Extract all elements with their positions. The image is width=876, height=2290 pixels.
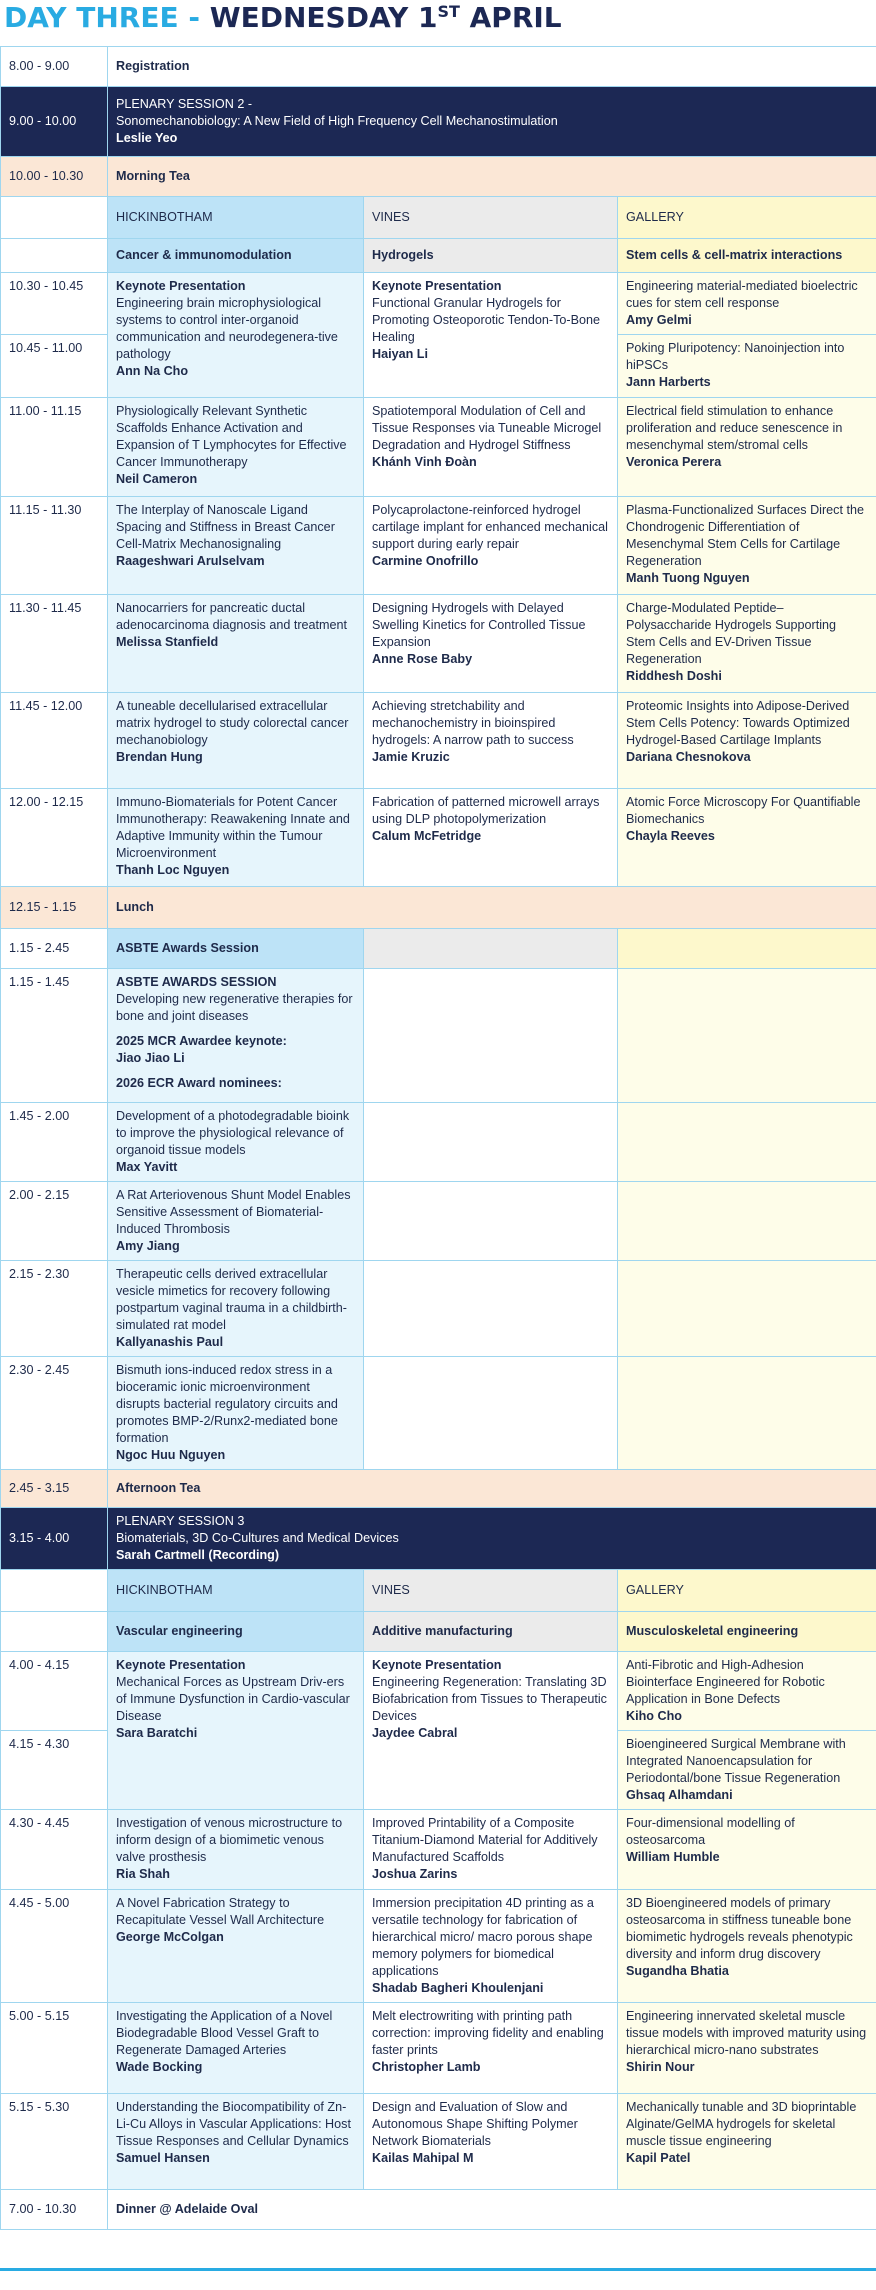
talk-speaker: Melissa Stanfield bbox=[116, 635, 219, 649]
time-cell: 2.45 - 3.15 bbox=[1, 1470, 108, 1508]
talk-gallery bbox=[618, 2094, 876, 2190]
room-hickinbotham: HICKINBOTHAM bbox=[108, 197, 364, 239]
talk-speaker: Brendan Hung bbox=[116, 750, 203, 764]
talk-hickinbotham bbox=[108, 1182, 364, 1261]
empty-cell bbox=[1, 197, 108, 239]
talk-speaker: Amy Jiang bbox=[116, 1239, 180, 1253]
talk-title: Engineering material-mediated bioelectric cues for stem cell response bbox=[626, 279, 858, 310]
talk-speaker: Jamie Kruzic bbox=[372, 750, 450, 764]
talk-hickinbotham bbox=[108, 595, 364, 693]
table-row bbox=[1, 789, 876, 887]
room-gallery: GALLERY bbox=[618, 1570, 876, 1612]
time-cell: 11.00 - 11.15 bbox=[1, 398, 108, 497]
room-hickinbotham: HICKINBOTHAM bbox=[108, 1570, 364, 1612]
talk-speaker: Thanh Loc Nguyen bbox=[116, 863, 230, 877]
row-morning-tea bbox=[1, 157, 876, 197]
talk-speaker: Wade Bocking bbox=[116, 2060, 203, 2074]
table-row bbox=[1, 693, 876, 789]
talk-title: Electrical field stimulation to enhance proliferation and reduce senescence in mesenchymal stem/stromal cells bbox=[626, 404, 843, 452]
table-row bbox=[1, 1182, 876, 1261]
talk-speaker: Christopher Lamb bbox=[372, 2060, 481, 2074]
table-row bbox=[1, 1810, 876, 1890]
keynote-label: Keynote Presentation bbox=[372, 1658, 502, 1672]
plenary-subtitle: Biomaterials, 3D Co-Cultures and Medical Devices bbox=[116, 1531, 399, 1545]
talk-vines bbox=[364, 1810, 618, 1890]
talk-speaker: Raageshwari Arulselvam bbox=[116, 554, 265, 568]
time-cell: 3.15 - 4.00 bbox=[1, 1508, 108, 1570]
talk-title: Physiologically Relevant Synthetic Scaffolds Enhance Activation and Expansion of T Lymphocytes for Effective Cancer Immunotherapy bbox=[116, 404, 347, 469]
talk-title: Charge-Modulated Peptide–Polysaccharide Hydrogels Supporting Stem Cells and EV-Driven Tissue Regeneration bbox=[626, 601, 837, 666]
talk-title: Development of a photodegradable bioink to improve the physiological relevance of organoid tissue models bbox=[116, 1109, 350, 1157]
talk-title: Engineering innervated skeletal muscle tissue models with improved maturity using hierarchical micro-nano substrates bbox=[626, 2009, 867, 2057]
table-row bbox=[1, 2094, 876, 2190]
talk-gallery bbox=[618, 335, 876, 398]
talk-title: Atomic Force Microscopy For Quantifiable Biomechanics bbox=[626, 795, 861, 826]
time-cell: 2.00 - 2.15 bbox=[1, 1182, 108, 1261]
talk-title: Poking Pluripotency: Nanoinjection into hiPSCs bbox=[626, 341, 845, 372]
talk-title: Therapeutic cells derived extracellular vesicle mimetics for recovery following postpartum vaginal trauma in a childbirth-simulated rat model bbox=[116, 1267, 347, 1332]
talk-speaker: Kallyanashis Paul bbox=[116, 1335, 224, 1349]
talk-title: Mechanically tunable and 3D bioprintable Alginate/GelMA hydrogels for skeletal muscle tissue engineering bbox=[626, 2100, 857, 2148]
keynote-vines bbox=[364, 1652, 618, 1810]
time-cell: 7.00 - 10.30 bbox=[1, 2190, 108, 2230]
row-themes bbox=[1, 1612, 876, 1652]
talk-gallery bbox=[618, 398, 876, 497]
talk-title: Functional Granular Hydrogels for Promoting Osteoporotic Tendon-To-Bone Healing bbox=[372, 296, 600, 344]
time-cell: 4.30 - 4.45 bbox=[1, 1810, 108, 1890]
talk-speaker: Dariana Chesnokova bbox=[626, 750, 751, 764]
theme-vines bbox=[364, 239, 618, 273]
awards-label bbox=[108, 929, 364, 969]
empty-cell bbox=[618, 1261, 876, 1357]
plenary-3-cell bbox=[108, 1508, 876, 1570]
registration-text: Registration bbox=[116, 59, 190, 73]
table-row bbox=[1, 497, 876, 595]
talk-title: Melt electrowriting with printing path correction: improving fidelity and enabling faster prints bbox=[372, 2009, 604, 2057]
keynote-vines bbox=[364, 273, 618, 398]
talk-title: Immuno-Biomaterials for Potent Cancer Immunotherapy: Reawakening Innate and Adaptive Immunity within the Tumour Microenvironment bbox=[116, 795, 350, 860]
time-cell: 9.00 - 10.00 bbox=[1, 87, 108, 157]
theme-text: Additive manufacturing bbox=[372, 1624, 513, 1638]
talk-speaker: Jaydee Cabral bbox=[372, 1726, 458, 1740]
talk-title: Four-dimensional modelling of osteosarcoma bbox=[626, 1816, 795, 1847]
row-dinner bbox=[1, 2190, 876, 2230]
talk-title: Fabrication of patterned microwell arrays using DLP photopolymerization bbox=[372, 795, 600, 826]
empty-cell bbox=[618, 1182, 876, 1261]
talk-speaker: Amy Gelmi bbox=[626, 313, 692, 327]
time-cell: 11.30 - 11.45 bbox=[1, 595, 108, 693]
talk-title: Investigating the Application of a Novel Biodegradable Blood Vessel Graft to Regenerate Damaged Arteries bbox=[116, 2009, 333, 2057]
talk-vines bbox=[364, 2003, 618, 2094]
theme-text: Cancer & immunomodulation bbox=[116, 248, 292, 262]
talk-title: Designing Hydrogels with Delayed Swelling Kinetics for Controlled Tissue Expansion bbox=[372, 601, 586, 649]
empty-cell bbox=[364, 969, 618, 1103]
talk-title: A Rat Arteriovenous Shunt Model Enables Sensitive Assessment of Biomaterial-Induced Thrombosis bbox=[116, 1188, 351, 1236]
talk-speaker: Haiyan Li bbox=[372, 347, 428, 361]
talk-hickinbotham bbox=[108, 1890, 364, 2003]
talk-title: Mechanical Forces as Upstream Driv-ers of Immune Dysfunction in Cardio-vascular Disease bbox=[116, 1675, 350, 1723]
talk-speaker: Neil Cameron bbox=[116, 472, 198, 486]
room-vines: VINES bbox=[364, 197, 618, 239]
talk-hickinbotham bbox=[108, 1357, 364, 1470]
title-date bbox=[200, 1, 562, 34]
talk-gallery bbox=[618, 1652, 876, 1731]
talk-speaker: Ngoc Huu Nguyen bbox=[116, 1448, 226, 1462]
talk-speaker: Shadab Bagheri Khoulenjani bbox=[372, 1981, 544, 1995]
talk-speaker: Ghsaq Alhamdani bbox=[626, 1788, 733, 1802]
table-row bbox=[1, 595, 876, 693]
keynote-label: Keynote Presentation bbox=[372, 279, 502, 293]
plenary-title: PLENARY SESSION 2 - bbox=[116, 97, 253, 111]
time-cell: 1.15 - 2.45 bbox=[1, 929, 108, 969]
talk-title: Polycaprolactone-reinforced hydrogel cartilage implant for enhanced mechanical support during early repair bbox=[372, 503, 608, 551]
talk-gallery bbox=[618, 2003, 876, 2094]
time-cell: 1.45 - 2.00 bbox=[1, 1103, 108, 1182]
table-row bbox=[1, 1890, 876, 2003]
talk-title: Plasma-Functionalized Surfaces Direct the Chondrogenic Differentiation of Mesenchymal Stem Cells for Cartilage Regeneration bbox=[626, 503, 864, 568]
plenary-speaker: Sarah Cartmell (Recording) bbox=[116, 1548, 280, 1562]
talk-hickinbotham bbox=[108, 2094, 364, 2190]
time-cell: 12.00 - 12.15 bbox=[1, 789, 108, 887]
talk-vines bbox=[364, 398, 618, 497]
row-lunch bbox=[1, 887, 876, 929]
theme-text: Vascular engineering bbox=[116, 1624, 243, 1638]
talk-speaker: Samuel Hansen bbox=[116, 2151, 210, 2165]
talk-speaker: Chayla Reeves bbox=[626, 829, 715, 843]
row-room-headers bbox=[1, 197, 876, 239]
morning-tea-text: Morning Tea bbox=[116, 169, 190, 183]
talk-title: Nanocarriers for pancreatic ductal adenocarcinoma diagnosis and treatment bbox=[116, 601, 348, 632]
afternoon-tea-text: Afternoon Tea bbox=[116, 1481, 201, 1495]
plenary-subtitle: Sonomechanobiology: A New Field of High Frequency Cell Mechanostimulation bbox=[116, 114, 558, 128]
awards-session-subtitle: Developing new regenerative therapies for bone and joint diseases bbox=[116, 992, 353, 1023]
time-cell: 10.45 - 11.00 bbox=[1, 335, 108, 398]
talk-gallery bbox=[618, 1890, 876, 2003]
row-awards-block bbox=[1, 969, 876, 1103]
row-awards-header bbox=[1, 929, 876, 969]
awards-nominees-label: 2026 ECR Award nominees: bbox=[116, 1076, 282, 1090]
talk-hickinbotham bbox=[108, 1810, 364, 1890]
time-cell: 12.15 - 1.15 bbox=[1, 887, 108, 929]
row-registration bbox=[1, 47, 876, 87]
empty-cell bbox=[1, 1612, 108, 1652]
empty-cell bbox=[1, 239, 108, 273]
awards-text: ASBTE Awards Session bbox=[116, 941, 259, 955]
plenary-speaker: Leslie Yeo bbox=[116, 131, 178, 145]
room-vines: VINES bbox=[364, 1570, 618, 1612]
keynote-label: Keynote Presentation bbox=[116, 1658, 246, 1672]
table-row bbox=[1, 1261, 876, 1357]
talk-title: Bismuth ions-induced redox stress in a bioceramic ionic microenvironment disrupts bacterial regulatory circuits and promotes BMP-2/Runx2-mediated bone formation bbox=[116, 1363, 338, 1445]
talk-hickinbotham bbox=[108, 398, 364, 497]
theme-vines bbox=[364, 1612, 618, 1652]
awards-session-title: ASBTE AWARDS SESSION bbox=[116, 975, 277, 989]
talk-vines bbox=[364, 693, 618, 789]
time-cell: 5.00 - 5.15 bbox=[1, 2003, 108, 2094]
talk-gallery bbox=[618, 595, 876, 693]
talk-title: Proteomic Insights into Adipose-Derived Stem Cells Potency: Towards Optimized Hydrogel-Based Cartilage Implants bbox=[626, 699, 850, 747]
talk-title: Spatiotemporal Modulation of Cell and Tissue Responses via Tuneable Microgel Degradation and Hydrogel Stiffness bbox=[372, 404, 602, 452]
talk-gallery bbox=[618, 497, 876, 595]
row-afternoon-tea bbox=[1, 1470, 876, 1508]
table-row bbox=[1, 2003, 876, 2094]
empty-cell bbox=[618, 1103, 876, 1182]
row-plenary-2 bbox=[1, 87, 876, 157]
talk-title: Immersion precipitation 4D printing as a versatile technology for fabrication of hierarchical micro/ macro porous shape memory polymers for biomedical applications bbox=[372, 1896, 594, 1978]
talk-speaker: George McColgan bbox=[116, 1930, 224, 1944]
talk-speaker: Manh Tuong Nguyen bbox=[626, 571, 750, 585]
talk-title: The Interplay of Nanoscale Ligand Spacing and Stiffness in Breast Cancer Cell-Matrix Mechanosignaling bbox=[116, 503, 335, 551]
talk-title: A Novel Fabrication Strategy to Recapitulate Vessel Wall Architecture bbox=[116, 1896, 325, 1927]
talk-speaker: Anne Rose Baby bbox=[372, 652, 473, 666]
awards-keynote-speaker: Jiao Jiao Li bbox=[116, 1051, 185, 1065]
title-sup: ST bbox=[437, 2, 460, 21]
awards-session-cell bbox=[108, 969, 364, 1103]
awards-keynote-label: 2025 MCR Awardee keynote: bbox=[116, 1034, 287, 1048]
talk-vines bbox=[364, 497, 618, 595]
time-cell: 8.00 - 9.00 bbox=[1, 47, 108, 87]
talk-speaker: Joshua Zarins bbox=[372, 1867, 458, 1881]
table-row bbox=[1, 1103, 876, 1182]
theme-text: Stem cells & cell-matrix interactions bbox=[626, 248, 843, 262]
row-themes bbox=[1, 239, 876, 273]
talk-title: Achieving stretchability and mechanochemistry in bioinspired hydrogels: A narrow path to success bbox=[372, 699, 574, 747]
talk-hickinbotham bbox=[108, 2003, 364, 2094]
talk-speaker: Kailas Mahipal M bbox=[372, 2151, 474, 2165]
talk-hickinbotham bbox=[108, 1261, 364, 1357]
time-cell: 10.00 - 10.30 bbox=[1, 157, 108, 197]
talk-gallery bbox=[618, 1731, 876, 1810]
talk-speaker: Jann Harberts bbox=[626, 375, 711, 389]
title-end: APRIL bbox=[459, 1, 562, 34]
talk-hickinbotham bbox=[108, 1103, 364, 1182]
page-title bbox=[0, 0, 876, 44]
time-cell: 10.30 - 10.45 bbox=[1, 273, 108, 335]
talk-speaker: Shirin Nour bbox=[626, 2060, 695, 2074]
talk-speaker: Kiho Cho bbox=[626, 1709, 682, 1723]
row-keynote-1 bbox=[1, 1652, 876, 1731]
talk-title: Investigation of venous microstructure to inform design of a biomimetic venous valve prosthesis bbox=[116, 1816, 343, 1864]
talk-gallery bbox=[618, 789, 876, 887]
title-day: DAY THREE - bbox=[4, 1, 200, 34]
dinner-text: Dinner @ Adelaide Oval bbox=[116, 2202, 258, 2216]
empty-cell bbox=[618, 929, 876, 969]
time-cell: 2.15 - 2.30 bbox=[1, 1261, 108, 1357]
empty-cell bbox=[618, 969, 876, 1103]
theme-text: Musculoskeletal engineering bbox=[626, 1624, 799, 1638]
talk-title: Anti-Fibrotic and High-Adhesion Biointerface Engineered for Robotic Application in Bone Defects bbox=[626, 1658, 825, 1706]
registration-label bbox=[108, 47, 876, 87]
empty-cell bbox=[364, 929, 618, 969]
talk-vines bbox=[364, 2094, 618, 2190]
talk-title: Design and Evaluation of Slow and Autonomous Shape Shifting Polymer Network Biomaterials bbox=[372, 2100, 578, 2148]
talk-speaker: Carmine Onofrillo bbox=[372, 554, 479, 568]
empty-cell bbox=[364, 1103, 618, 1182]
talk-gallery bbox=[618, 1810, 876, 1890]
plenary-2-cell bbox=[108, 87, 876, 157]
row-room-headers bbox=[1, 1570, 876, 1612]
time-cell: 11.45 - 12.00 bbox=[1, 693, 108, 789]
talk-title: A tuneable decellularised extracellular matrix hydrogel to study colorectal cancer mechanobiology bbox=[116, 699, 349, 747]
row-keynote-1 bbox=[1, 273, 876, 335]
row-plenary-3 bbox=[1, 1508, 876, 1570]
talk-hickinbotham bbox=[108, 497, 364, 595]
talk-title: Understanding the Biocompatibility of Zn-Li-Cu Alloys in Vascular Applications: Host Tissue Responses and Cellular Dynamics bbox=[116, 2100, 351, 2148]
talk-speaker: Ria Shah bbox=[116, 1867, 170, 1881]
talk-speaker: Khánh Vinh Đoàn bbox=[372, 455, 477, 469]
talk-title: Engineering Regeneration: Translating 3D Biofabrication from Tissues to Therapeutic Devices bbox=[372, 1675, 607, 1723]
empty-cell bbox=[1, 1570, 108, 1612]
empty-cell bbox=[618, 1357, 876, 1470]
time-cell: 4.45 - 5.00 bbox=[1, 1890, 108, 2003]
keynote-label: Keynote Presentation bbox=[116, 279, 246, 293]
bottom-rule bbox=[0, 2268, 876, 2271]
talk-hickinbotham bbox=[108, 693, 364, 789]
talk-speaker: Kapil Patel bbox=[626, 2151, 691, 2165]
empty-cell bbox=[364, 1182, 618, 1261]
table-row bbox=[1, 1357, 876, 1470]
afternoon-tea-label bbox=[108, 1470, 876, 1508]
keynote-hickinbotham bbox=[108, 1652, 364, 1810]
talk-hickinbotham bbox=[108, 789, 364, 887]
theme-hickinbotham bbox=[108, 1612, 364, 1652]
talk-title: Bioengineered Surgical Membrane with Integrated Nanoencapsulation for Periodontal/bone Tissue Regeneration bbox=[626, 1737, 846, 1785]
talk-speaker: Sugandha Bhatia bbox=[626, 1964, 729, 1978]
talk-speaker: William Humble bbox=[626, 1850, 720, 1864]
theme-gallery bbox=[618, 1612, 876, 1652]
theme-hickinbotham bbox=[108, 239, 364, 273]
time-cell: 11.15 - 11.30 bbox=[1, 497, 108, 595]
time-cell: 5.15 - 5.30 bbox=[1, 2094, 108, 2190]
talk-gallery bbox=[618, 693, 876, 789]
talk-title: 3D Bioengineered models of primary osteosarcoma in stiffness tuneable bone biomimetic hydrogels reveals phenotypic diversity and inform drug discovery bbox=[626, 1896, 853, 1961]
theme-text: Hydrogels bbox=[372, 248, 434, 262]
lunch-label bbox=[108, 887, 876, 929]
time-cell: 4.15 - 4.30 bbox=[1, 1731, 108, 1810]
empty-cell bbox=[364, 1261, 618, 1357]
morning-tea-label bbox=[108, 157, 876, 197]
talk-title: Improved Printability of a Composite Titanium-Diamond Material for Additively Manufactured Scaffolds bbox=[372, 1816, 598, 1864]
schedule-table bbox=[0, 46, 876, 2230]
talk-speaker: Sara Baratchi bbox=[116, 1726, 198, 1740]
table-row bbox=[1, 398, 876, 497]
dinner-label bbox=[108, 2190, 876, 2230]
talk-title: Engineering brain microphysiological systems to control inter-organoid communication and neurodegenera-tive pathology bbox=[116, 296, 338, 361]
time-cell: 1.15 - 1.45 bbox=[1, 969, 108, 1103]
time-cell: 2.30 - 2.45 bbox=[1, 1357, 108, 1470]
title-main: WEDNESDAY 1 bbox=[199, 1, 438, 34]
talk-speaker: Riddhesh Doshi bbox=[626, 669, 722, 683]
talk-vines bbox=[364, 595, 618, 693]
talk-speaker: Veronica Perera bbox=[626, 455, 722, 469]
keynote-hickinbotham bbox=[108, 273, 364, 398]
empty-cell bbox=[364, 1357, 618, 1470]
talk-gallery bbox=[618, 273, 876, 335]
time-cell: 4.00 - 4.15 bbox=[1, 1652, 108, 1731]
talk-speaker: Ann Na Cho bbox=[116, 364, 189, 378]
talk-vines bbox=[364, 789, 618, 887]
room-gallery: GALLERY bbox=[618, 197, 876, 239]
plenary-title: PLENARY SESSION 3 bbox=[116, 1514, 245, 1528]
talk-speaker: Calum McFetridge bbox=[372, 829, 482, 843]
talk-speaker: Max Yavitt bbox=[116, 1160, 178, 1174]
lunch-text: Lunch bbox=[116, 900, 154, 914]
theme-gallery bbox=[618, 239, 876, 273]
talk-vines bbox=[364, 1890, 618, 2003]
